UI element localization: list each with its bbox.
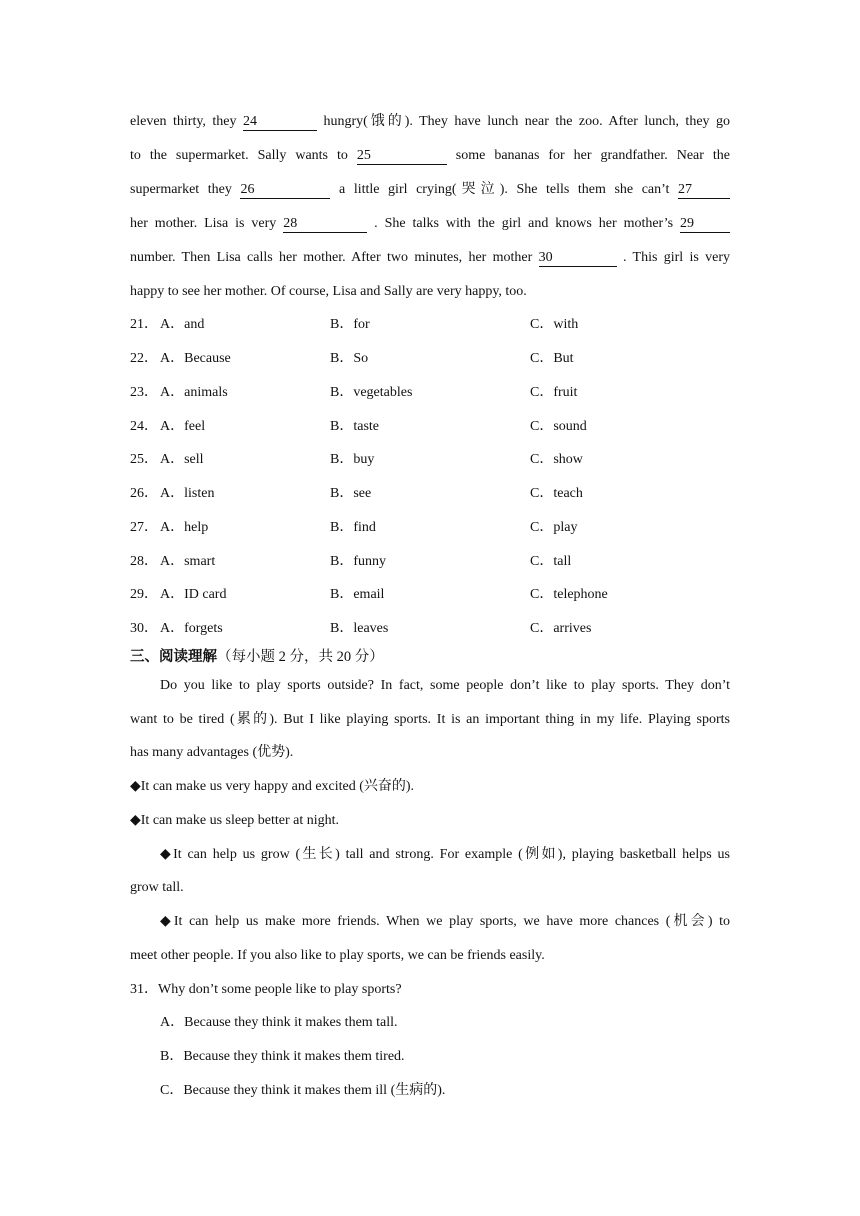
- cloze-blank-27: 27: [678, 182, 730, 199]
- option-a[interactable]: A．and: [160, 317, 205, 332]
- question-number: 22．: [130, 351, 158, 366]
- cloze-text: her mother. Lisa is very: [130, 216, 277, 231]
- option-row-30: [130, 619, 730, 639]
- option-c[interactable]: C．teach: [530, 486, 583, 501]
- cloze-line-1: [130, 112, 730, 132]
- option-a[interactable]: A．ID card: [160, 587, 227, 602]
- question-31-option-a[interactable]: A．Because they think it makes them tall.: [160, 1015, 398, 1030]
- cloze-text: eleven thirty, they: [130, 114, 237, 129]
- option-c[interactable]: C．But: [530, 351, 574, 366]
- passage-line: has many advantages (优势).: [130, 745, 294, 760]
- option-c[interactable]: C．arrives: [530, 621, 592, 636]
- bullet-point: ◆It can make us sleep better at night.: [130, 813, 340, 828]
- question-number: 21．: [130, 317, 158, 332]
- cloze-text: supermarket they: [130, 182, 232, 197]
- cloze-line-5: [130, 248, 730, 268]
- section-heading: 三、阅读理解: [130, 649, 217, 665]
- bullet-point: ◆It can help us make more friends. When we play sports, we have more chances (机会) to: [160, 914, 730, 929]
- cloze-line-3: [130, 180, 730, 200]
- cloze-blank-24: 24: [243, 114, 317, 131]
- option-c[interactable]: C．sound: [530, 419, 587, 434]
- option-c[interactable]: C．fruit: [530, 385, 578, 400]
- question-number: 24．: [130, 419, 158, 434]
- question-number: 28．: [130, 554, 158, 569]
- question-number: 30．: [130, 621, 158, 636]
- question-number: 23．: [130, 385, 158, 400]
- option-b[interactable]: B．for: [330, 317, 370, 332]
- option-a[interactable]: A．feel: [160, 419, 206, 434]
- option-row-29: [130, 585, 730, 605]
- passage-line: want to be tired (累的). But I like playing sports. It is an important thing in my life. Playing sports: [130, 712, 730, 727]
- passage-line: grow tall.: [130, 880, 184, 895]
- cloze-text: number. Then Lisa calls her mother. After two minutes, her mother: [130, 250, 533, 265]
- passage-line: meet other people. If you also like to play sports, we can be friends easily.: [130, 948, 545, 963]
- option-b[interactable]: B．taste: [330, 419, 379, 434]
- question-31-stem: 31．Why don’t some people like to play sports?: [130, 982, 402, 997]
- option-b[interactable]: B．funny: [330, 554, 386, 569]
- option-b[interactable]: B．buy: [330, 452, 375, 467]
- section-scoring: （每小题 2 分，共 20 分）: [217, 649, 384, 665]
- option-row-25: [130, 450, 730, 470]
- option-row-23: [130, 383, 730, 403]
- option-a[interactable]: A．smart: [160, 554, 216, 569]
- cloze-text: to the supermarket. Sally wants to: [130, 148, 348, 163]
- cloze-text: . She talks with the girl and knows her mother’s: [374, 216, 674, 231]
- option-a[interactable]: A．help: [160, 520, 209, 535]
- bullet-point: ◆It can help us grow (生长) tall and strong. For example (例如), playing basketball helps us: [160, 847, 730, 862]
- option-row-22: [130, 349, 730, 369]
- option-c[interactable]: C．with: [530, 317, 579, 332]
- cloze-text: . This girl is very: [622, 250, 731, 265]
- option-row-27: [130, 518, 730, 538]
- question-number: 25．: [130, 452, 158, 467]
- option-row-21: [130, 315, 730, 335]
- option-c[interactable]: C．tall: [530, 554, 572, 569]
- option-row-28: [130, 552, 730, 572]
- cloze-blank-29: 29: [680, 216, 730, 233]
- cloze-line-4: [130, 214, 730, 234]
- option-a[interactable]: A．animals: [160, 385, 228, 400]
- question-number: 26．: [130, 486, 158, 501]
- passage-line: Do you like to play sports outside? In fact, some people don’t like to play sports. They don’t: [160, 678, 730, 693]
- option-c[interactable]: C．telephone: [530, 587, 608, 602]
- option-row-24: [130, 417, 730, 437]
- cloze-text: some bananas for her grandfather. Near the: [455, 148, 730, 163]
- cloze-line-6: happy to see her mother. Of course, Lisa and Sally are very happy, too.: [130, 284, 527, 299]
- question-number: 29．: [130, 587, 158, 602]
- option-a[interactable]: A．sell: [160, 452, 204, 467]
- question-number: 27．: [130, 520, 158, 535]
- option-b[interactable]: B．see: [330, 486, 372, 501]
- option-b[interactable]: B．leaves: [330, 621, 389, 636]
- option-b[interactable]: B．So: [330, 351, 369, 366]
- cloze-text: a little girl crying(哭泣). She tells them she can’t: [339, 182, 670, 197]
- option-c[interactable]: C．play: [530, 520, 578, 535]
- cloze-blank-26: 26: [240, 182, 330, 199]
- bullet-point: ◆It can make us very happy and excited (兴奋的).: [130, 779, 415, 794]
- question-31-option-c[interactable]: C．Because they think it makes them ill (生病的).: [160, 1083, 446, 1098]
- cloze-blank-30: 30: [539, 250, 617, 267]
- cloze-text: hungry(饿的). They have lunch near the zoo. After lunch, they go: [323, 114, 731, 129]
- cloze-line-2: [130, 146, 730, 166]
- option-a[interactable]: A．forgets: [160, 621, 223, 636]
- cloze-blank-28: 28: [283, 216, 367, 233]
- option-row-26: [130, 484, 730, 504]
- option-a[interactable]: A．Because: [160, 351, 231, 366]
- option-c[interactable]: C．show: [530, 452, 583, 467]
- cloze-blank-25: 25: [357, 148, 447, 165]
- option-b[interactable]: B．find: [330, 520, 376, 535]
- option-a[interactable]: A．listen: [160, 486, 215, 501]
- section-title: [130, 647, 384, 667]
- option-b[interactable]: B．vegetables: [330, 385, 413, 400]
- option-b[interactable]: B．email: [330, 587, 385, 602]
- question-31-option-b[interactable]: B．Because they think it makes them tired.: [160, 1049, 405, 1064]
